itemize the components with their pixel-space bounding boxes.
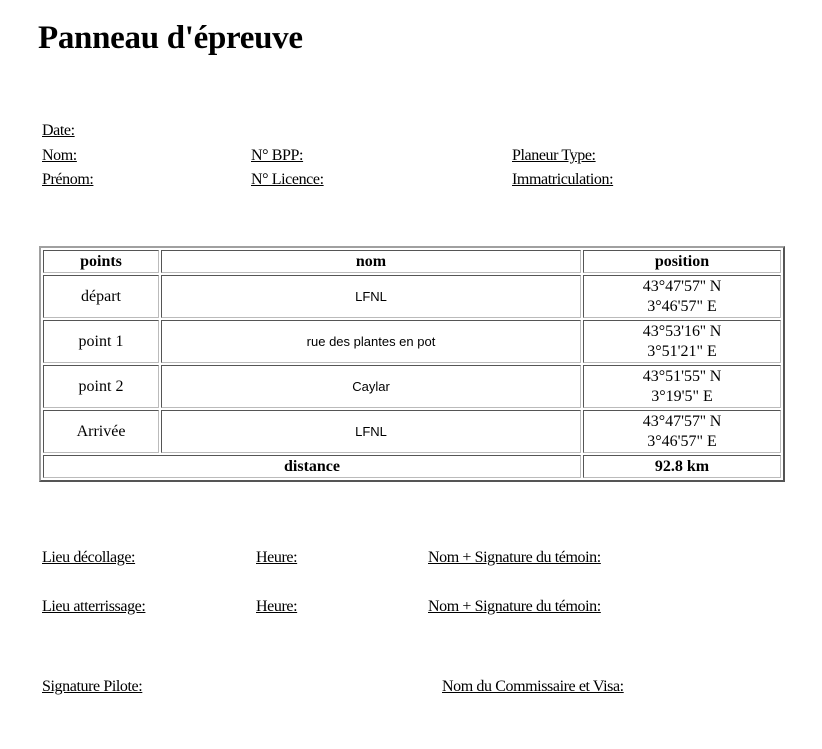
- nom-label: Nom:: [42, 147, 77, 164]
- row-longitude: 3°46'57" E: [647, 432, 717, 450]
- header-points: points: [43, 250, 159, 273]
- row-position: [583, 275, 781, 318]
- row-latitude: 43°51'55'' N: [642, 367, 722, 385]
- distance-value: 92.8 km: [583, 455, 781, 478]
- lieu-decollage-label: Lieu décollage:: [42, 549, 136, 566]
- distance-label: distance: [43, 455, 581, 478]
- header-position: position: [583, 250, 781, 273]
- row-nom: LFNL: [161, 275, 581, 318]
- route-table: [39, 246, 785, 482]
- row-nom: rue des plantes en pot: [161, 320, 581, 363]
- heure-decollage-label: Heure:: [256, 549, 298, 566]
- row-longitude: 3°51'21" E: [647, 342, 717, 360]
- distance-row: [43, 455, 781, 478]
- row-nom: LFNL: [161, 410, 581, 453]
- row-position: [583, 365, 781, 408]
- table-row: [43, 410, 781, 453]
- licence-label: N° Licence:: [251, 171, 324, 188]
- table-header-row: [43, 250, 781, 273]
- table-row: [43, 365, 781, 408]
- commissaire-visa-label: Nom du Commissaire et Visa:: [442, 678, 624, 695]
- row-longitude: 3°19'5" E: [651, 387, 713, 405]
- date-label: Date:: [42, 122, 75, 139]
- row-latitude: 43°47'57'' N: [642, 277, 722, 295]
- planeur-type-label: Planeur Type:: [512, 147, 596, 164]
- row-nom: Caylar: [161, 365, 581, 408]
- heure-atterrissage-label: Heure:: [256, 598, 298, 615]
- row-point: point 2: [43, 365, 159, 408]
- row-position: [583, 410, 781, 453]
- temoin-atterrissage-label: Nom + Signature du témoin:: [428, 598, 601, 615]
- prenom-label: Prénom:: [42, 171, 94, 188]
- row-longitude: 3°46'57" E: [647, 297, 717, 315]
- row-point: point 1: [43, 320, 159, 363]
- temoin-decollage-label: Nom + Signature du témoin:: [428, 549, 601, 566]
- header-nom: nom: [161, 250, 581, 273]
- row-latitude: 43°53'16'' N: [642, 322, 722, 340]
- row-position: [583, 320, 781, 363]
- immatriculation-label: Immatriculation:: [512, 171, 614, 188]
- table-row: [43, 275, 781, 318]
- table-row: [43, 320, 781, 363]
- row-point: départ: [43, 275, 159, 318]
- lieu-atterrissage-label: Lieu atterrissage:: [42, 598, 146, 615]
- page-title: Panneau d'épreuve: [38, 20, 303, 56]
- bpp-label: N° BPP:: [251, 147, 304, 164]
- row-point: Arrivée: [43, 410, 159, 453]
- signature-pilote-label: Signature Pilote:: [42, 678, 143, 695]
- row-latitude: 43°47'57'' N: [642, 412, 722, 430]
